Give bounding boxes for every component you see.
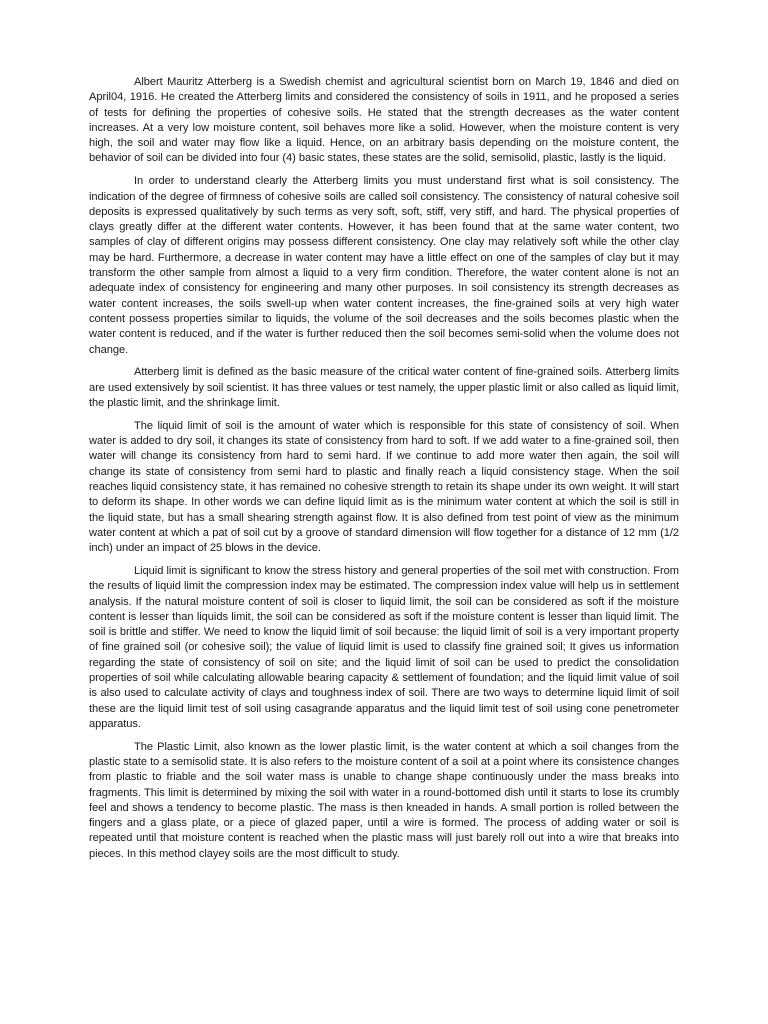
paragraph-atterberg-limit-definition: Atterberg limit is defined as the basic measure of the critical water content of fine-grained soils. Atterberg limits are used extensively by soil scientist. It has three values or test namely, the upper plastic limit or also called as liquid limit, the plastic limit, and the shrinkage limit.	[89, 366, 679, 409]
paragraph-soil-consistency: In order to understand clearly the Atterberg limits you must understand first what is soil consistency. The indication of the degree of firmness of cohesive soils are called soil consistency. The consistency of natural cohesive soil deposits is expressed qualitatively by such terms as very soft, soft, stiff, very stiff, and hard. The physical properties of clays greatly differ at the different water contents. However, it has been found that at the same water content, two samples of clay of different origins may possess different consistency. One clay may relatively soft while the other clay may be hard. Furthermore, a decrease in water content may have a little effect on one of the samples of clay but it may transform the other sample from almost a liquid to a very firm condition. Therefore, the water content alone is not an adequate index of consistency for engineering and many other purposes. In soil consistency its strength decreases as water content increases, the soils swell-up when water content increases, the fine-grained soils at very high water content possess properties similar to liquids, the volume of the soil decreases and the soils becomes plastic when the water content is reduced, and if the water is further reduced then the soil becomes semi-solid when the volume does not change.	[89, 175, 679, 356]
paragraph-plastic-limit: The Plastic Limit, also known as the lower plastic limit, is the water content at which a soil changes from the plastic state to a semisolid state. It is also refers to the moisture content of a soil at a point where its consistence changes from plastic to friable and the soil water mass is unable to change shape continuously under the mass breaks into fragments. This limit is determined by mixing the soil with water in a round-bottomed dish until it starts to lose its crumbly feel and shows a tendency to become plastic. The mass is then kneaded in hands. A small portion is rolled between the fingers and a glass plate, or a piece of glazed paper, until a wire is formed. The process of adding water or soil is repeated until that moisture content is reached when the plastic mass will just barely roll out into a wire that breaks into pieces. In this method clayey soils are the most difficult to study.	[89, 740, 679, 860]
paragraph-atterberg-biography: Albert Mauritz Atterberg is a Swedish chemist and agricultural scientist born on March 19, 1846 and died on April04, 1916. He created the Atterberg limits and considered the consistency of soils in 1911, and he proposed a series of tests for defining the properties of cohesive soils. He stated that the strength decreases as the water content increases. At a very low moisture content, soil behaves more like a solid. However, when the moisture content is very high, the soil and water may flow like a liquid. Hence, on an arbitrary basis depending on the moisture content, the behavior of soil can be divided into four (4) basic states, these states are the solid, semisolid, plastic, lastly is the liquid.	[89, 76, 679, 165]
document-body	[89, 75, 679, 870]
paragraph-liquid-limit-significance: Liquid limit is significant to know the stress history and general properties of the soil met with construction. From the results of liquid limit the compression index may be estimated. The compression index value will help us in settlement analysis. If the natural moisture content of soil is closer to liquid limit, the soil can be considered as soft if the moisture content is lesser than liquids limit, the soil can be considered as soft if the moisture content is lesser than liquid limit. The soil is brittle and stiffer. We need to know the liquid limit of soil because: the liquid limit of soil is a very important property of fine grained soil (or cohesive soil); the value of liquid limit is used to classify fine grained soil; It gives us information regarding the state of consistency of soil on site; and the liquid limit of soil can be used to predict the consolidation properties of soil while calculating allowable bearing capacity & settlement of foundation; and the liquid limit value of soil is also used to calculate activity of clays and toughness index of soil. There are two ways to determine liquid limit of soil these are the liquid limit test of soil using casagrande apparatus and the liquid limit test of soil using cone penetrometer apparatus.	[89, 564, 679, 730]
paragraph-liquid-limit: The liquid limit of soil is the amount of water which is responsible for this state of consistency of soil. When water is added to dry soil, it changes its state of consistency from hard to soft. If we add water to a fine-grained soil, then water will change its consistency from hard to semi hard. If we continue to add more water then again, the soil will change its state of consistency from semi hard to plastic and finally reach a liquid consistency stage. When the soil reaches liquid consistency state, it has remained no cohesive strength to retain its shape under its own weight. It will start to deform its shape. In other words we can define liquid limit as is the minimum water content at which the soil is still in the liquid state, but has a small shearing strength against flow. It is also defined from test point of view as the minimum water content at which a pat of soil cut by a groove of standard dimension will flow together for a distance of 12 mm (1/2 inch) under an impact of 25 blows in the device.	[89, 419, 679, 555]
